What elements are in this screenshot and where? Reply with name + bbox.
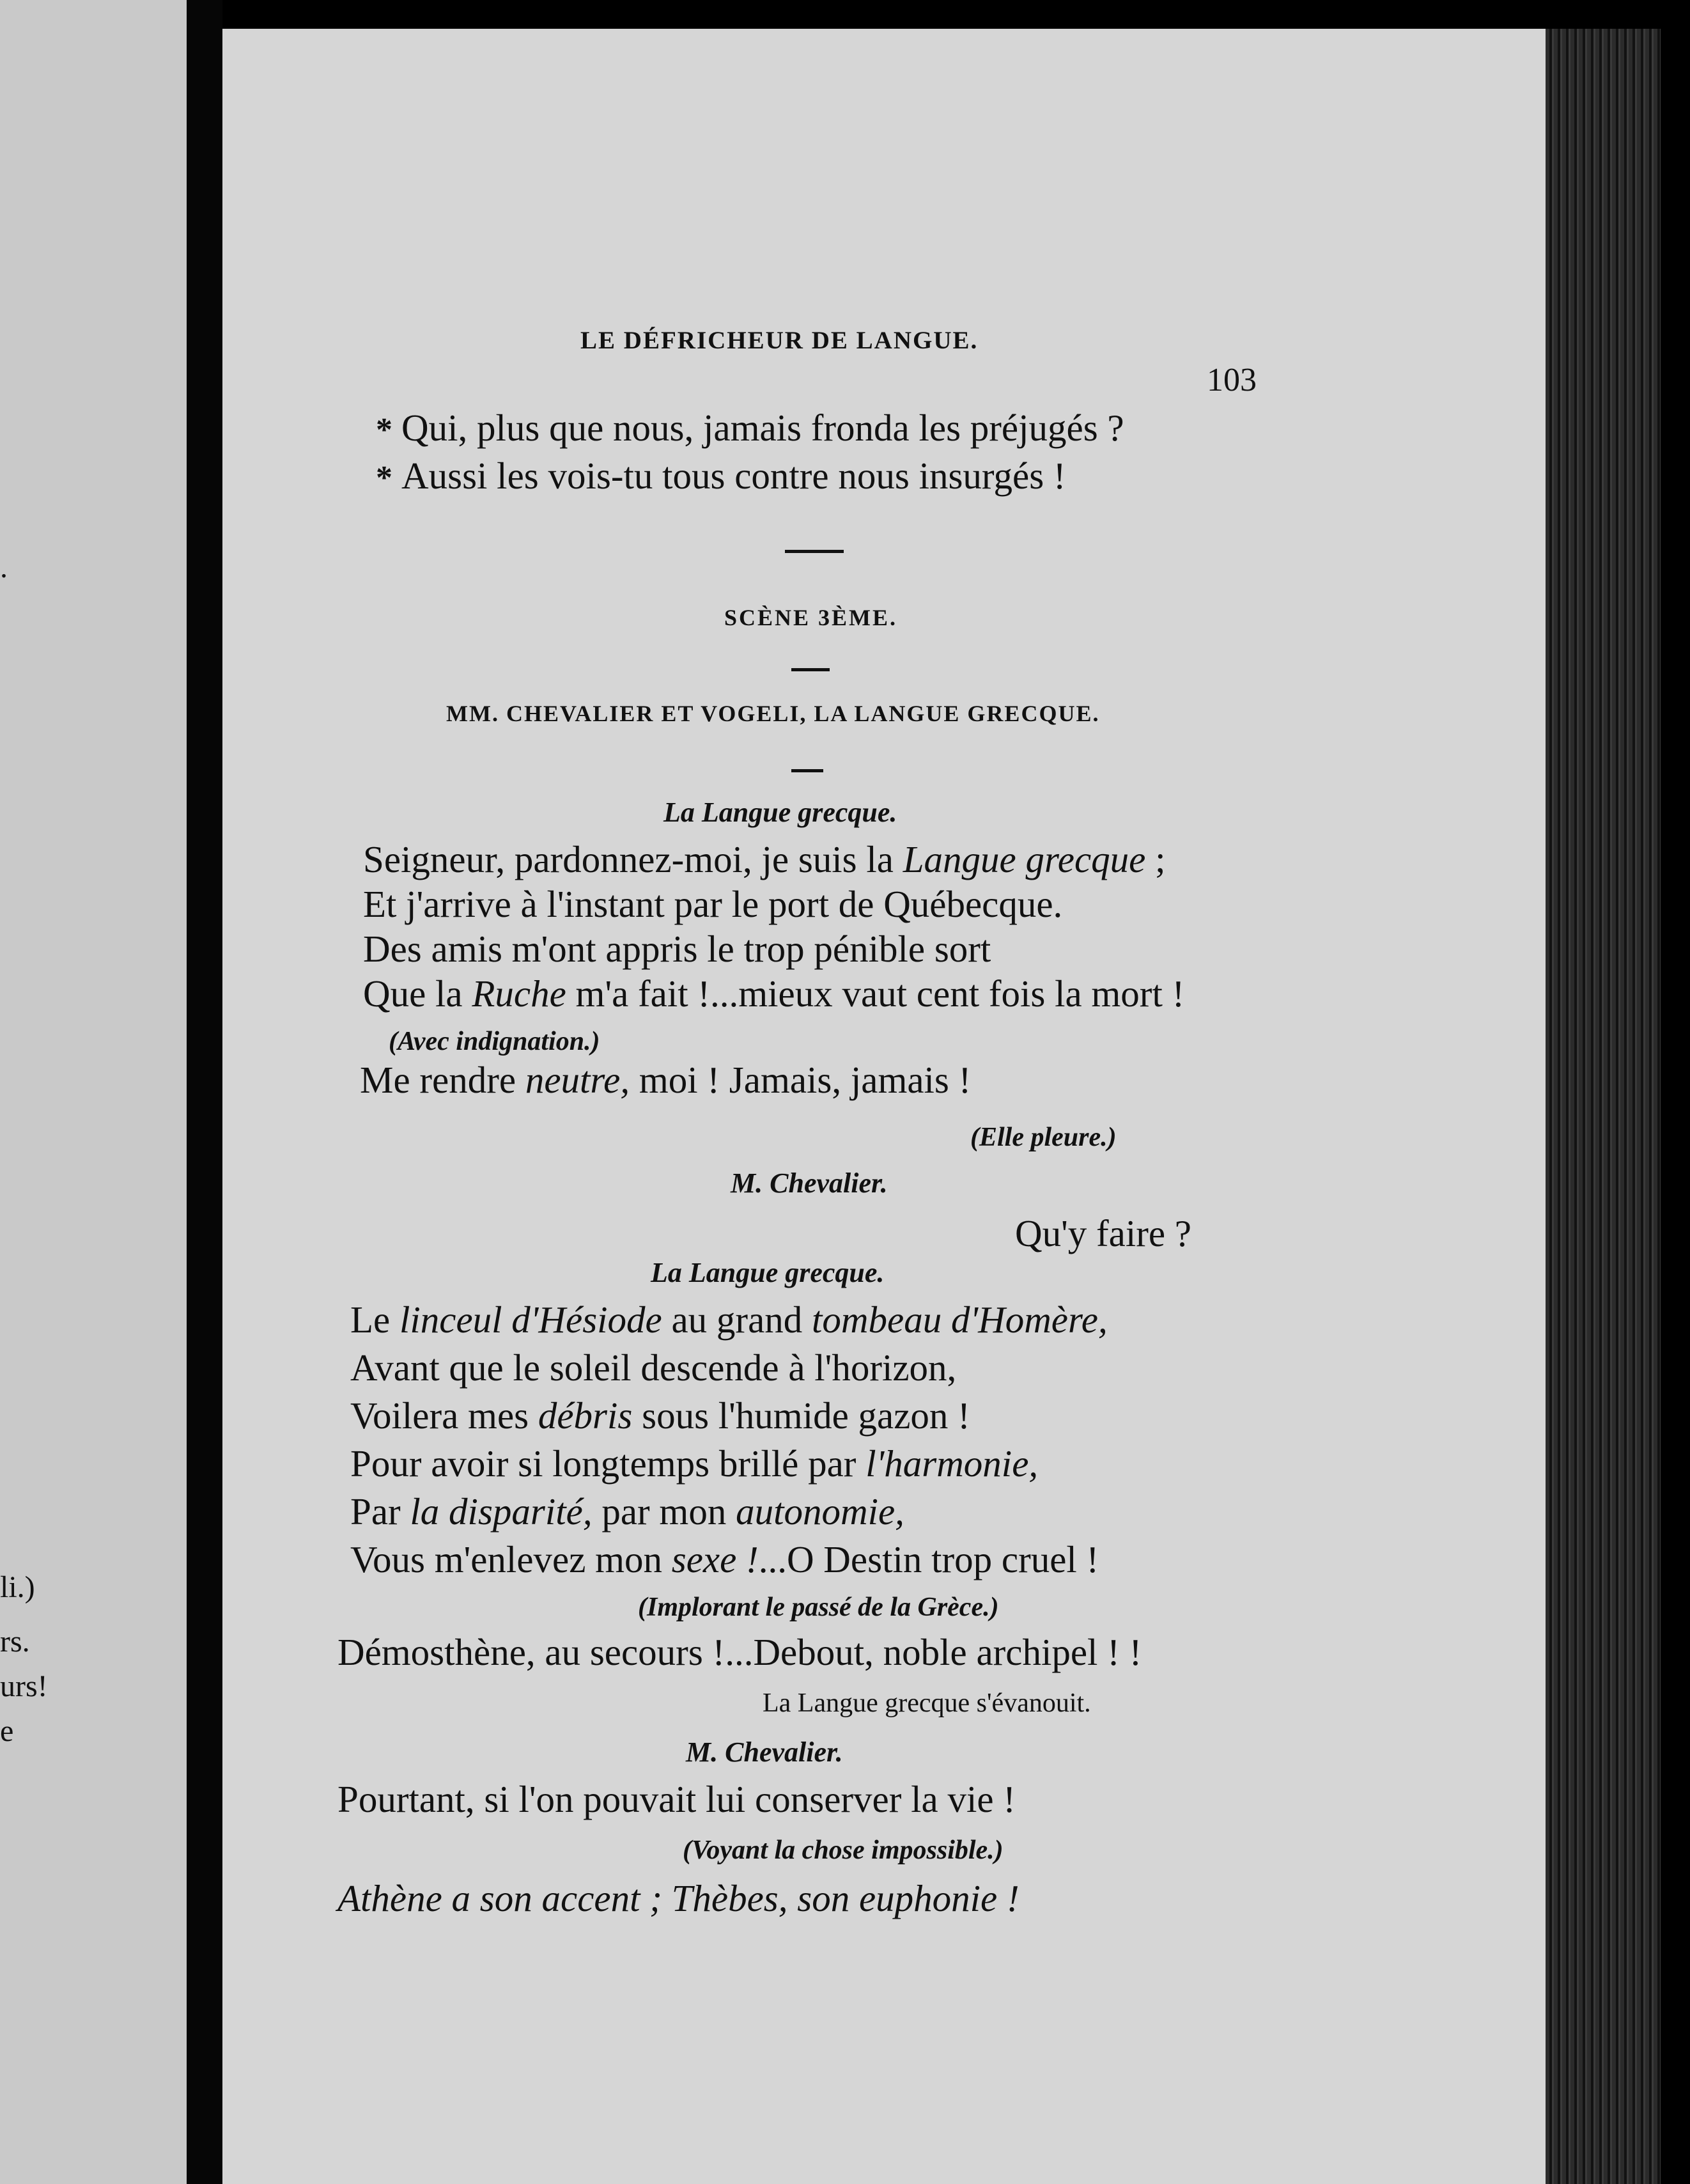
page-edges xyxy=(1546,29,1661,2184)
verse-line: Pour avoir si longtemps brillé par l'harmonie, xyxy=(350,1442,1039,1485)
speaker-name: M. Chevalier. xyxy=(731,1167,888,1199)
verse-line: Le linceul d'Hésiode au grand tombeau d'Homère, xyxy=(350,1299,1108,1341)
facing-page-fragment: rs. xyxy=(0,1625,30,1658)
scene-cast: MM. CHEVALIER ET VOGELI, LA LANGUE GRECQUE. xyxy=(446,701,1100,726)
facing-page xyxy=(0,0,187,2184)
facing-page-fragment: urs! xyxy=(0,1669,48,1703)
page-number: 103 xyxy=(1207,362,1257,398)
section-rule xyxy=(785,550,844,553)
section-rule xyxy=(791,769,823,772)
verse-line: Que la Ruche m'a fait !...mieux vaut cent fois la mort ! xyxy=(363,972,1185,1015)
book-page xyxy=(222,29,1546,2184)
asterisk-mark: * xyxy=(376,460,392,496)
stage-direction: (Elle pleure.) xyxy=(970,1123,1117,1152)
verse-line: Voilera mes débris sous l'humide gazon ! xyxy=(350,1394,970,1437)
verse-line: Avant que le soleil descende à l'horizon, xyxy=(350,1346,957,1389)
verse-line: Athène a son accent ; Thèbes, son euphonie ! xyxy=(337,1877,1019,1919)
asterisk-mark: * xyxy=(376,412,392,448)
verse-line: Qu'y faire ? xyxy=(1015,1212,1191,1254)
verse-line: Pourtant, si l'on pouvait lui conserver la vie ! xyxy=(337,1778,1016,1820)
verse-line: Démosthène, au secours !...Debout, noble archipel ! ! xyxy=(337,1631,1142,1673)
verse-line: Des amis m'ont appris le trop pénible sort xyxy=(363,928,991,970)
verse-line: Me rendre neutre, moi ! Jamais, jamais ! xyxy=(360,1059,972,1101)
scene-title: SCÈNE 3ÈME. xyxy=(724,605,898,630)
facing-page-fragment: . xyxy=(0,550,8,584)
stage-direction: (Voyant la chose impossible.) xyxy=(683,1836,1004,1865)
section-rule xyxy=(791,668,830,671)
speaker-name: La Langue grecque. xyxy=(663,797,897,828)
facing-page-fragment: e xyxy=(0,1714,14,1748)
running-title: LE DÉFRICHEUR DE LANGUE. xyxy=(580,327,979,354)
speaker-name: La Langue grecque. xyxy=(651,1257,885,1288)
verse-line: Et j'arrive à l'instant par le port de Québecque. xyxy=(363,883,1063,925)
verse-line: Vous m'enlevez mon sexe !...O Destin trop cruel ! xyxy=(350,1538,1099,1580)
verse-line: * Aussi les vois-tu tous contre nous insurgés ! xyxy=(376,455,1066,497)
stage-direction: (Avec indignation.) xyxy=(389,1027,600,1056)
verse-line: * Qui, plus que nous, jamais fronda les préjugés ? xyxy=(376,407,1124,449)
stage-direction: La Langue grecque s'évanouit. xyxy=(763,1689,1091,1718)
verse-line: Seigneur, pardonnez-moi, je suis la Langue grecque ; xyxy=(363,838,1166,880)
book-gutter xyxy=(187,0,222,2184)
speaker-name: M. Chevalier. xyxy=(686,1736,843,1768)
stage-direction: (Implorant le passé de la Grèce.) xyxy=(638,1593,999,1622)
facing-page-fragment: li.) xyxy=(0,1570,35,1604)
verse-line: Par la disparité, par mon autonomie, xyxy=(350,1490,904,1533)
